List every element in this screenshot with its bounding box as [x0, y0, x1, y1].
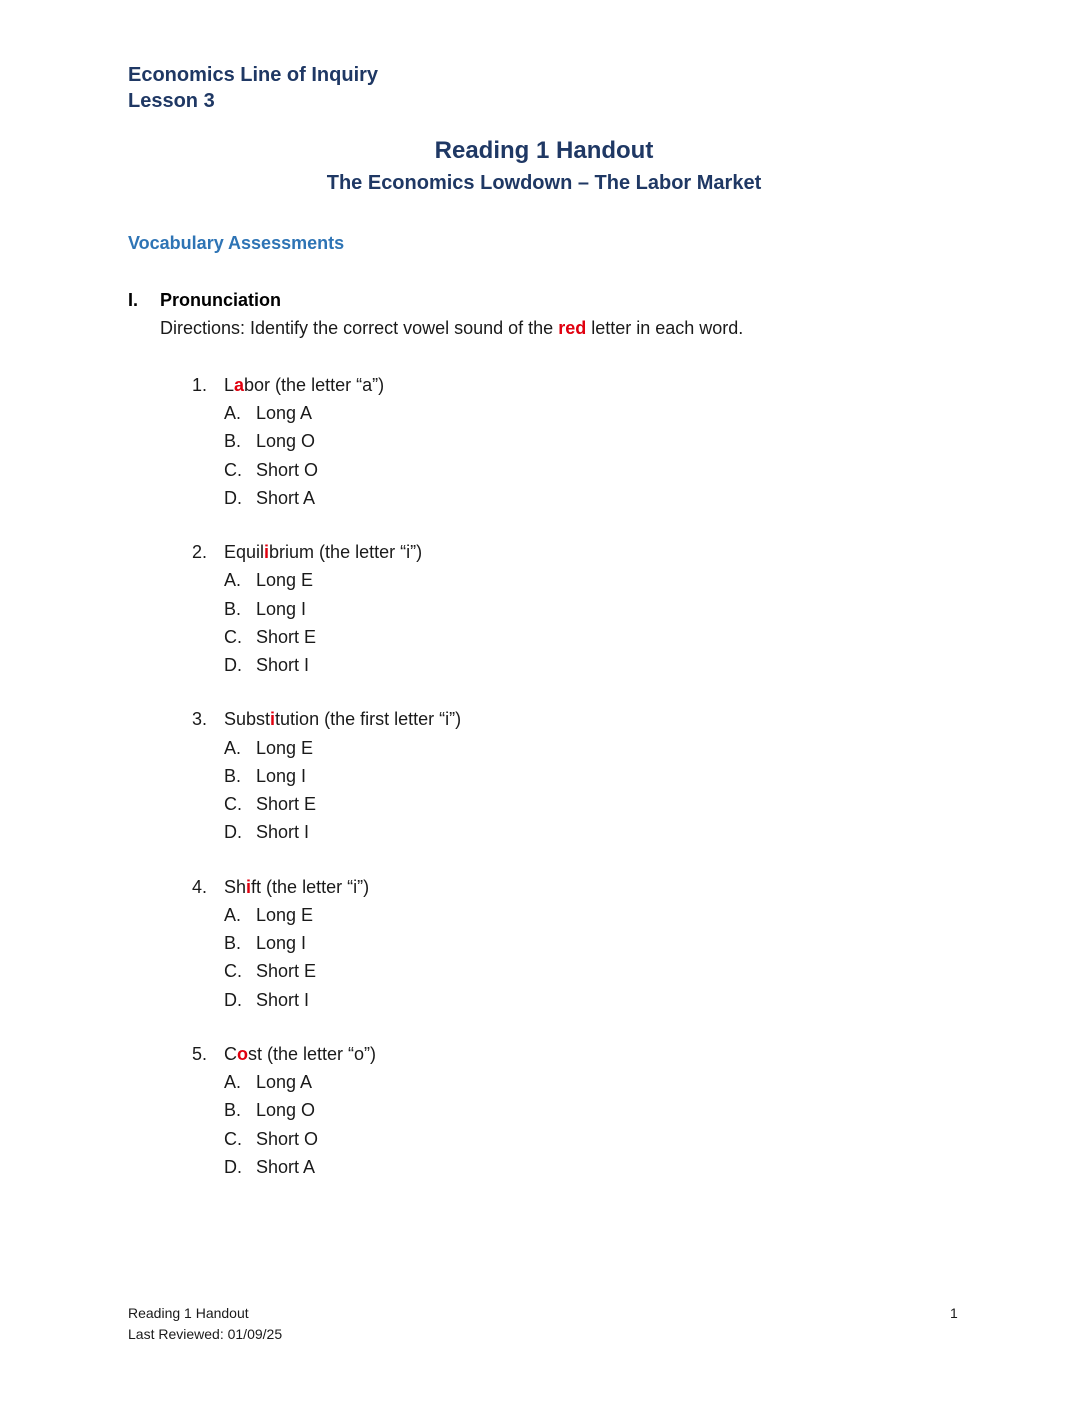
red-letter: i [270, 709, 276, 729]
word-part: Subst [224, 709, 271, 729]
question-word [224, 542, 422, 563]
word-part: Equil [224, 542, 265, 562]
question-number: 5. [192, 1044, 208, 1064]
option-letter: C. [224, 794, 242, 814]
question-number: 1. [192, 375, 208, 395]
option-letter: A. [224, 570, 242, 590]
option-text: Short E [256, 961, 317, 981]
option-text: Long E [256, 570, 314, 590]
option-text: Short A [256, 488, 316, 508]
red-letter: o [237, 1044, 248, 1064]
header-line-2: Lesson 3 [128, 90, 215, 112]
question-word [224, 1044, 376, 1065]
word-part: C [224, 1044, 237, 1064]
question-word [224, 877, 369, 898]
option-letter: C. [224, 460, 242, 480]
footer-title: Reading 1 Handout [128, 1305, 249, 1321]
question-number: 3. [192, 709, 208, 729]
word-part: Sh [224, 877, 247, 897]
option-letter: C. [224, 1129, 242, 1149]
part-numeral: I. [128, 290, 139, 310]
option-text: Long O [256, 1100, 316, 1120]
option-letter: B. [224, 766, 242, 786]
option-letter: B. [224, 599, 242, 619]
page-subtitle: The Economics Lowdown – The Labor Market [326, 172, 762, 194]
red-letter: i [264, 542, 270, 562]
option-text: Long E [256, 738, 314, 758]
option-text: Short E [256, 627, 317, 647]
option-letter: C. [224, 961, 242, 981]
question-number: 4. [192, 877, 208, 897]
option-text: Short I [256, 822, 310, 842]
directions-text-end: letter in each word. [586, 318, 744, 338]
question-word [224, 375, 384, 396]
option-letter: D. [224, 822, 242, 842]
option-letter: A. [224, 738, 242, 758]
option-text: Short A [256, 1157, 316, 1177]
page-number: 1 [950, 1305, 958, 1321]
section-heading: Vocabulary Assessments [128, 233, 345, 253]
word-part: tution (the first letter “i”) [275, 709, 462, 729]
option-letter: B. [224, 1100, 242, 1120]
option-letter: A. [224, 1072, 242, 1092]
directions-red-word: red [558, 318, 587, 338]
red-letter: a [234, 375, 245, 395]
header-line-1: Economics Line of Inquiry [128, 64, 379, 86]
part-title: Pronunciation [160, 290, 281, 310]
option-letter: C. [224, 627, 242, 647]
page-title: Reading 1 Handout [434, 137, 654, 164]
option-text: Long I [256, 766, 307, 786]
directions-text: Directions: Identify the correct vowel sound of the [160, 318, 559, 338]
option-text: Short I [256, 990, 310, 1010]
option-text: Long I [256, 599, 307, 619]
question-word [224, 709, 461, 730]
option-letter: B. [224, 933, 242, 953]
option-letter: D. [224, 990, 242, 1010]
word-part: st (the letter “o”) [248, 1044, 377, 1064]
option-text: Long A [256, 403, 313, 423]
option-text: Long A [256, 1072, 313, 1092]
option-text: Short O [256, 1129, 319, 1149]
option-letter: A. [224, 905, 242, 925]
option-text: Short E [256, 794, 317, 814]
directions [160, 318, 743, 339]
red-letter: i [246, 877, 252, 897]
option-text: Short I [256, 655, 310, 675]
word-part: bor (the letter “a”) [244, 375, 385, 395]
word-part: brium (the letter “i”) [269, 542, 423, 562]
option-text: Short O [256, 460, 319, 480]
option-text: Long I [256, 933, 307, 953]
question-number: 2. [192, 542, 208, 562]
word-part: ft (the letter “i”) [251, 877, 370, 897]
option-letter: D. [224, 488, 242, 508]
option-letter: D. [224, 655, 242, 675]
option-letter: B. [224, 431, 242, 451]
option-text: Long O [256, 431, 316, 451]
option-letter: D. [224, 1157, 242, 1177]
option-letter: A. [224, 403, 242, 423]
option-text: Long E [256, 905, 314, 925]
word-part: L [224, 375, 235, 395]
footer-reviewed: Last Reviewed: 01/09/25 [128, 1326, 283, 1342]
